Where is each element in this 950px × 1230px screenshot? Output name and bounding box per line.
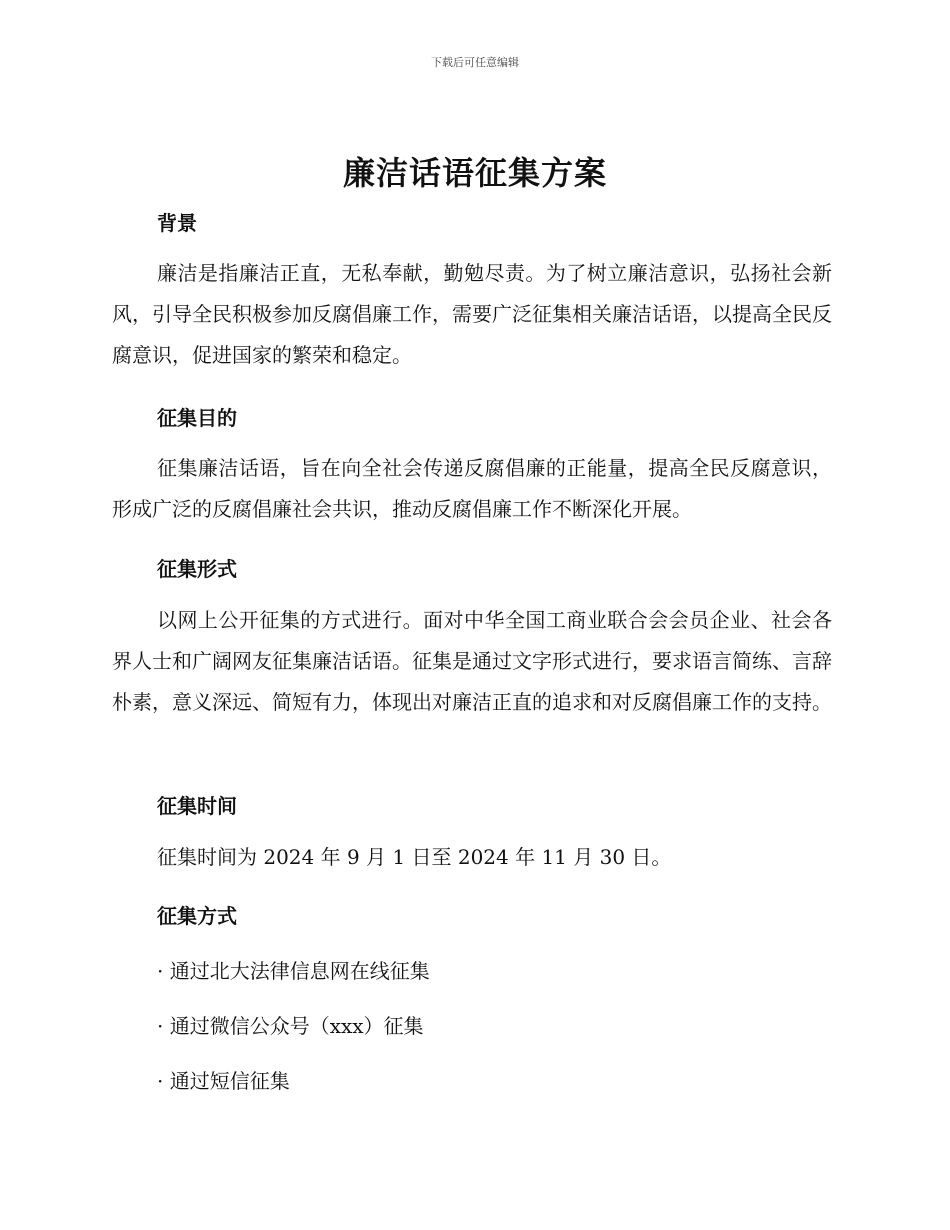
section-text-background: 廉洁是指廉洁正直，无私奉献，勤勉尽责。为了树立廉洁意识，弘扬社会新风，引导全民积极参加反腐倡廉工作，需要广泛征集相关廉洁话语，以提高全民反腐意识，促进国家的繁荣和稳定。	[112, 261, 832, 367]
section-heading-method: 征集方式	[157, 904, 237, 928]
list-item-online: · 通过北大法律信息网在线征集	[157, 959, 430, 983]
section-text-purpose: 征集廉洁话语，旨在向全社会传递反腐倡廉的正能量，提高全民反腐意识，形成广泛的反腐倡廉社会共识，推动反腐倡廉工作不断深化开展。	[112, 456, 832, 521]
document-title: 廉洁话语征集方案	[342, 154, 607, 192]
section-text-form: 以网上公开征集的方式进行。面对中华全国工商业联合会会员企业、社会各界人士和广阔网友征集廉洁话语。征集是通过文字形式进行，要求语言简练、言辞朴素，意义深远、简短有力，体现出对廉洁正直的追求和对反腐倡廉工作的支持。	[112, 608, 832, 714]
section-heading-form: 征集形式	[157, 557, 237, 581]
section-heading-time: 征集时间	[157, 794, 237, 818]
list-item-wechat: · 通过微信公众号（xxx）征集	[157, 1014, 424, 1038]
page-header-note: 下载后可任意编辑	[431, 56, 519, 69]
list-item-sms: · 通过短信征集	[157, 1069, 290, 1093]
section-heading-purpose: 征集目的	[157, 406, 237, 430]
section-heading-background: 背景	[157, 211, 197, 235]
section-text-time: 征集时间为 2024 年 9 月 1 日至 2024 年 11 月 30 日。	[157, 845, 672, 869]
